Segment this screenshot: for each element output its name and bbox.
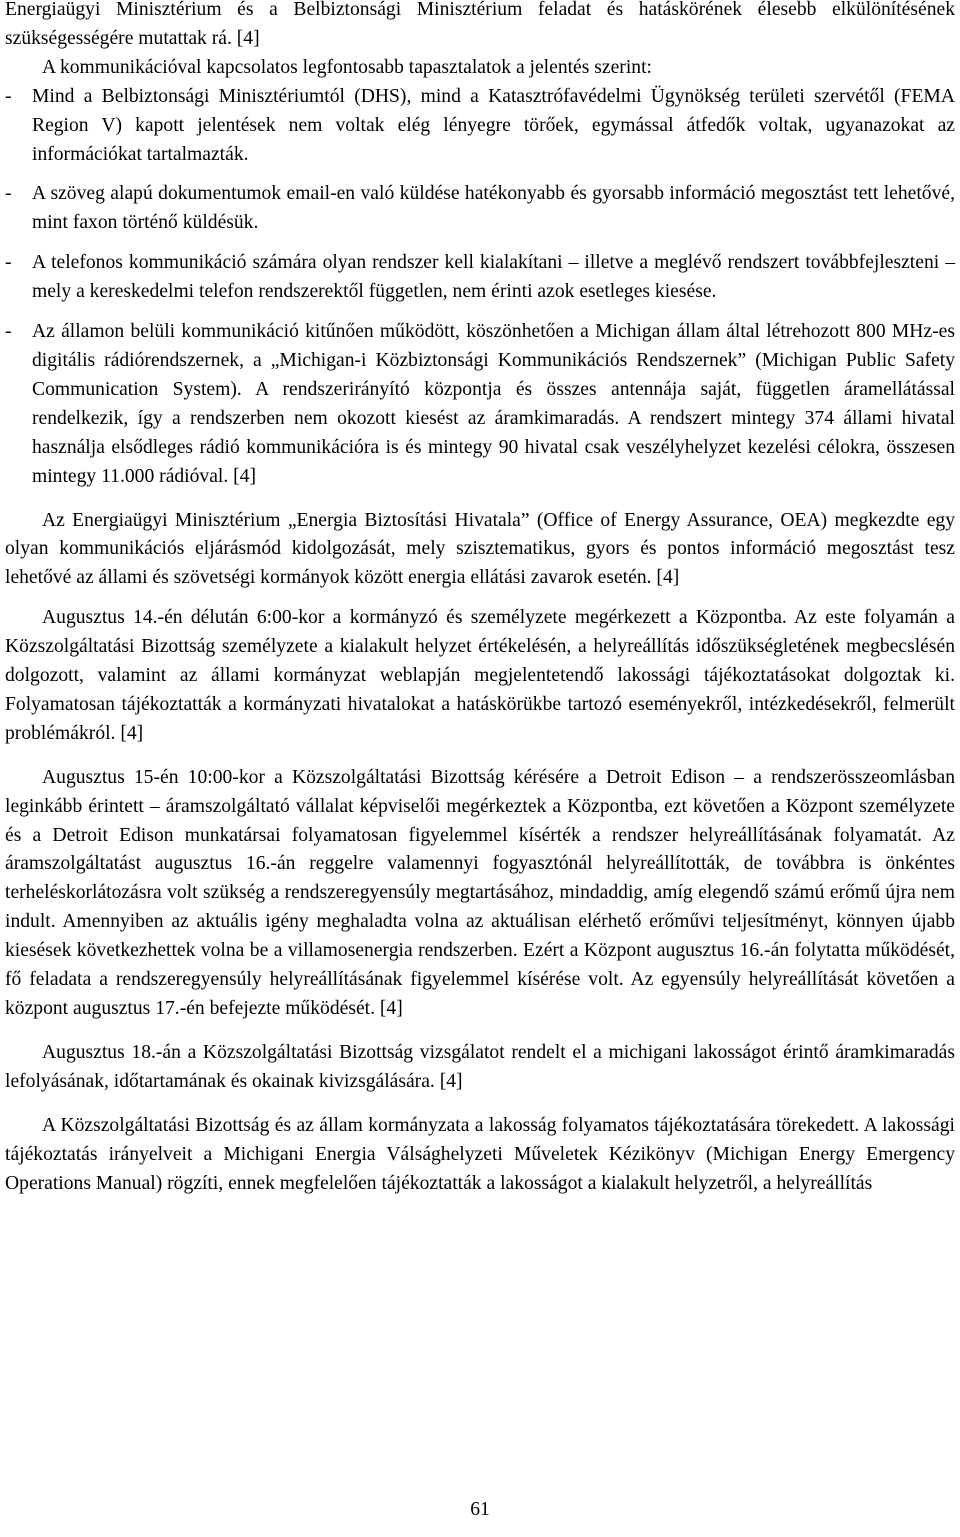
bullet-dash: - — [5, 183, 12, 205]
document-page — [5, 0, 955, 1198]
bullet-item-email — [5, 180, 955, 238]
communication-lessons-intro: A kommunikációval kapcsolatos legfontosabb tapasztalatok a jelentés szerint: — [42, 56, 652, 78]
paragraph-energy-assurance: Az Energiaügyi Minisztérium „Energia Biztosítási Hivatala” (Office of Energy Assurance, OEA) megkezdte egy olyan kommunikációs eljárásmód kidolgozását, mely szisztematikus, gyors és pontos információ megosztást tesz lehetővé az állami és szövetségi kormányok között energia ellátási zavarok esetén. [4] — [5, 509, 955, 589]
bullet-dash: - — [5, 85, 12, 107]
bullet-text: Mind a Belbiztonsági Minisztériumtól (DHS), mind a Katasztrófavédelmi Ügynökség területi szervétől (FEMA Region V) kapott jelentések nem voltak elég lényegre törőek, egymással átfedők voltak, ugyanazokat az információkat tartalmazták. — [32, 85, 955, 165]
bullet-text: A szöveg alapú dokumentumok email-en való küldése hatékonyabb és gyorsabb információ megosztást tett lehetővé, mint faxon történő küldésük. — [32, 183, 955, 234]
bullet-item-reports — [5, 83, 955, 170]
bullet-text: A telefonos kommunikáció számára olyan rendszer kell kialakítani – illetve a meglévő rendszert továbbfejleszteni – mely a kereskedelmi telefon rendszerektől független, nem érinti azok esetleges kiesése. — [32, 252, 955, 303]
intro-paragraph-tail: Energiaügyi Minisztérium és a Belbiztonsági Minisztérium feladat és hatáskörének élesebb elkülönítésének szükségességére mutattak rá. [4] — [5, 0, 955, 49]
bullet-item-radio-system — [5, 318, 955, 491]
paragraph-public-information: A Közszolgáltatási Bizottság és az állam kormányzata a lakosság folyamatos tájékoztatására törekedett. A lakossági tájékoztatás irányelveit a Michigani Energia Válsághelyzeti Műveletek Kézikönyv (Michigan Energy Emergency Operations Manual) rögzíti, ennek megfelelően tájékoztatták a lakosságot a kialakult helyzetről, a helyreállítás — [5, 1114, 955, 1194]
paragraph-august-18: Augusztus 18.-án a Közszolgáltatási Bizottság vizsgálatot rendelt el a michigani lakosságot érintő áramkimaradás lefolyásának, időtartamának és okainak kivizsgálására. [4] — [5, 1041, 955, 1092]
paragraph-august-15: Augusztus 15-én 10:00-kor a Közszolgáltatási Bizottság kérésére a Detroit Edison – a rendszerösszeomlásban leginkább érintett – áramszolgáltató vállalat képviselői megérkeztek a Központba, ezt követően a Központ személyzete és a Detroit Edison munkatársai folyamatosan figyelemmel kísérték a rendszer helyreállításának folyamatát. Az áramszolgáltatást augusztus 16.-án reggelre valamennyi fogyasztónál helyreállították, de továbbra is önkéntes terheléskorlátozásra volt szükség a rendszeregyensúly megtartásához, mindaddig, amíg elegendő számú erőmű újra nem indult. Amennyiben az aktuális igény meghaladta volna az aktuálisan elérhető erőművi teljesítményt, könnyen újabb kiesések következhettek volna be a villamosenergia rendszerben. Ezért a Központ augusztus 16.-án folytatta működését, fő feladata a rendszeregyensúly helyreállításának figyelemmel kísérése volt. Az egyensúly helyreállítását követően a központ augusztus 17.-én befejezte működését. [4] — [5, 766, 955, 1019]
bullet-dash: - — [5, 321, 12, 343]
bullet-item-telephone — [5, 249, 955, 307]
page-number: 61 — [470, 1499, 490, 1520]
bullet-dash: - — [5, 252, 12, 274]
paragraph-august-14: Augusztus 14.-én délután 6:00-kor a kormányzó és személyzete megérkezett a Központba. Az este folyamán a Közszolgáltatási Bizottság személyzete a kialakult helyzet értékelésén, a helyreállítás időszükségletének megbecslésén dolgozott, valamint az állami kormányzat weblapján megjelentetendő lakossági tájékoztatásokat dolgoztak ki. Folyamatosan tájékoztatták a kormányzati hivatalokat a hatáskörükbe tartozó eseményekről, intézkedésekről, felmerült problémákról. [4] — [5, 607, 955, 744]
bullet-text: Az államon belüli kommunikáció kitűnően működött, köszönhetően a Michigan állam által létrehozott 800 MHz-es digitális rádiórendszernek, a „Michigan-i Közbiztonsági Kommunikációs Rendszernek” (Michigan Public Safety Communication System). A rendszerirányító központja és összes antennája saját, független áramellátással rendelkezik, így a rendszerben nem okozott kiesést az áramkimaradás. A rendszert mintegy 374 állami hivatal használja elsődleges rádió kommunikációra is és mintegy 90 hivatal csak veszélyhelyzet kezelési célokra, összesen mintegy 11.000 rádióval. [4] — [32, 321, 955, 487]
